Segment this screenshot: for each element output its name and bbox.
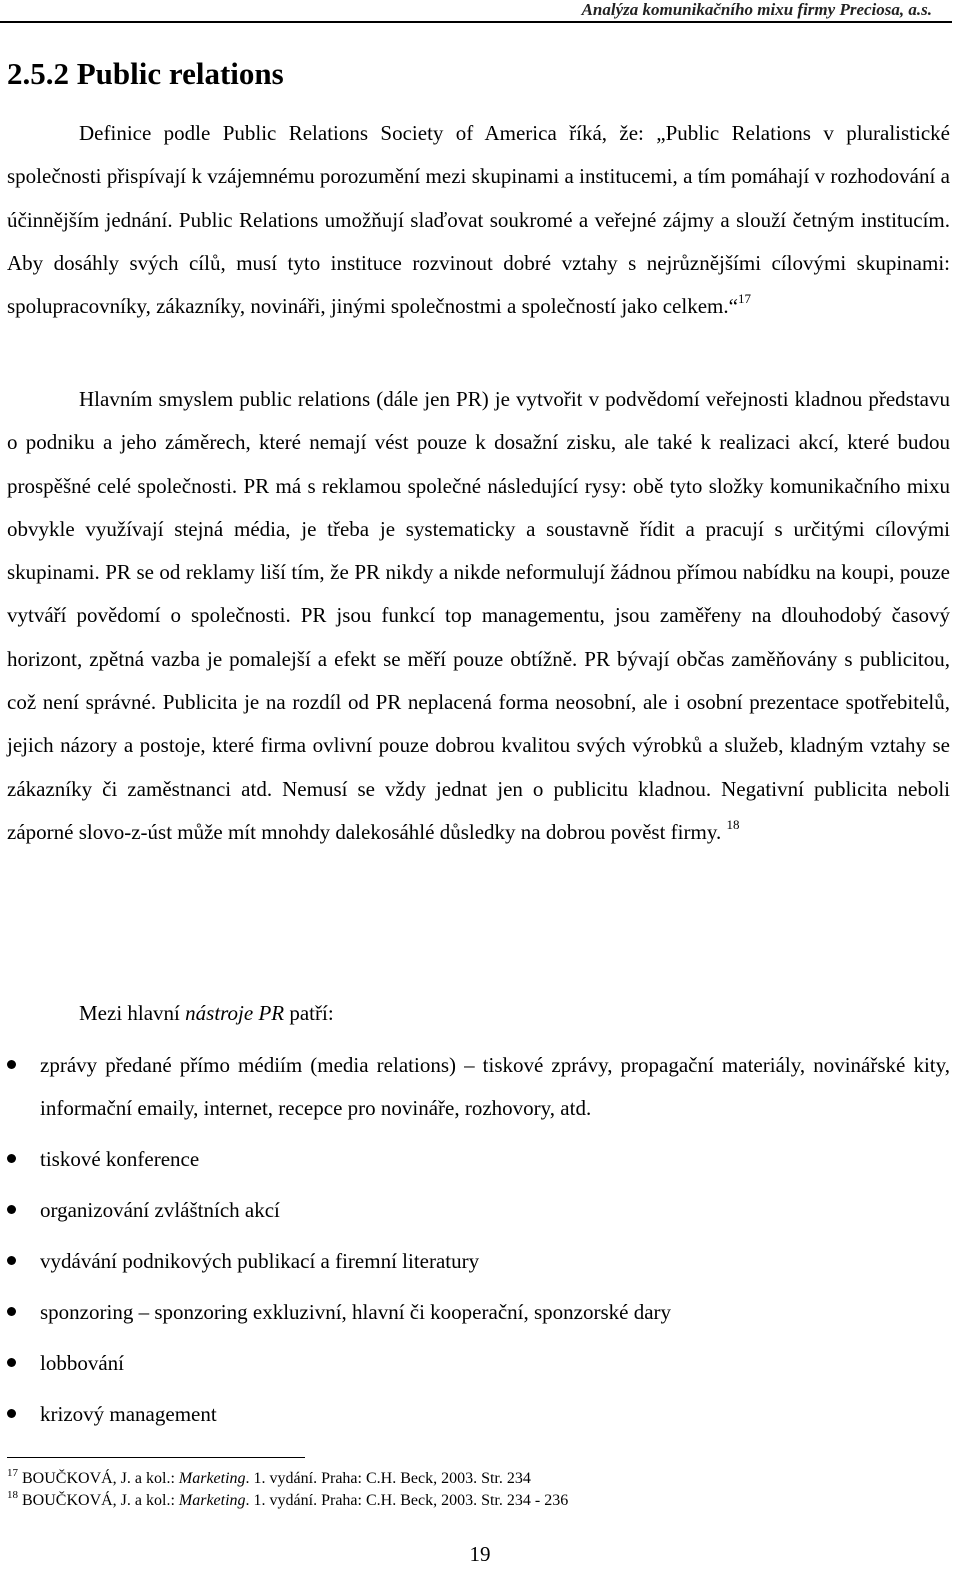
- footnote-reference[interactable]: 17: [737, 291, 751, 307]
- footnote-rule: [7, 1457, 305, 1458]
- footnotes: [7, 1468, 568, 1512]
- footnote-reference[interactable]: 18: [726, 816, 740, 832]
- footnote-author: BOUČKOVÁ, J. a kol.:: [22, 1470, 179, 1487]
- footnote-publication: . 1. vydání. Praha: C.H. Beck, 2003. Str. 234: [245, 1470, 531, 1487]
- footnote: [7, 1468, 568, 1490]
- tools-intro-emphasis: nástroje PR: [185, 1001, 285, 1025]
- list-item: krizový management: [0, 1393, 950, 1436]
- footnote-book-title: Marketing: [178, 1492, 246, 1509]
- paragraph-text: Definice podle Public Relations Society of America říká, že: „Public Relations v pluralistické společnosti přispívají k vzájemnému porozumění mezi skupinami a institucemi, a tím pomáhají v rozhodování a účinnějším jednání. Public Relations umožňují slaďovat soukromé a veřejné zájmy a slouží četným institucím. Aby dosáhly svých cílů, musí tyto instituce rozvinout dobré vztahy s nejrůznějšími cílovými skupinami: spolupracovníky, zákazníky, novináři, jinými společnostmi a společností jako celkem.“: [7, 121, 950, 319]
- tools-intro-after: patří:: [284, 1001, 334, 1025]
- list-item: tiskové konference: [0, 1138, 950, 1181]
- footnote-book-title: Marketing: [178, 1470, 246, 1487]
- tools-list: [0, 1044, 950, 1444]
- list-item: vydávání podnikových publikací a firemní literatury: [0, 1240, 950, 1283]
- paragraph-pr-definition: [7, 112, 950, 328]
- page-number: 19: [469, 1542, 491, 1566]
- header-rule: [0, 21, 952, 23]
- paragraph-text: Hlavním smyslem public relations (dále jen PR) je vytvořit v podvědomí veřejnosti kladnou představu o podniku a jeho záměrech, které nemají vést pouze k dosažní zisku, ale také k realizaci akcí, které budou prospěšné celé společnosti. PR má s reklamou společné následující rysy: obě tyto složky komunikačního mixu obvykle využívají stejná média, je třeba je systematicky a soustavně řídit a pracují s určitými cílovými skupinami. PR se od reklamy liší tím, že PR nikdy a nikde neformulují žádnou přímou nabídku na koupi, pouze vytváří povědomí o společnosti. PR jsou funkcí top managementu, jsou zaměřeny na dlouhodobý časový horizont, zpětná vazba je pomalejší a efekt se měří pouze obtížně. PR bývají občas zaměňovány s publicitou, což není správné. Publicita je na rozdíl od PR neplacená forma neosobní, ale i osobní prezentace spotřebitelů, jejich názory a postoje, které firma ovlivní pouze dobrou kvalitou svých výrobků a služeb, kladným vztahy se zákazníky či zaměstnanci atd. Nemusí se vždy jednat jen o publicitu kladnou. Negativní publicita neboli záporné slovo-z-úst může mít mnohdy dalekosáhlé důsledky na dobrou pověst firmy.: [7, 387, 950, 844]
- list-item: organizování zvláštních akcí: [0, 1189, 950, 1232]
- list-item: lobbování: [0, 1342, 950, 1385]
- tools-intro: [79, 992, 334, 1035]
- footnote-number: 17: [7, 1467, 18, 1479]
- list-item: sponzoring – sponzoring exkluzivní, hlavní či kooperační, sponzorské dary: [0, 1291, 950, 1334]
- footnote-number: 18: [7, 1489, 18, 1501]
- footnote-publication: . 1. vydání. Praha: C.H. Beck, 2003. Str. 234 - 236: [245, 1492, 569, 1509]
- footnote-author: BOUČKOVÁ, J. a kol.:: [22, 1492, 179, 1509]
- paragraph-pr-purpose: [7, 378, 950, 854]
- tools-intro-before: Mezi hlavní: [79, 1001, 186, 1025]
- section-title: 2.5.2 Public relations: [7, 56, 284, 91]
- running-header-title: Analýza komunikačního mixu firmy Preciosa, a.s.: [581, 0, 932, 19]
- footnote: [7, 1490, 568, 1512]
- list-item: zprávy předané přímo médiím (media relations) – tiskové zprávy, propagační materiály, novinářské kity, informační emaily, internet, recepce pro novináře, rozhovory, atd.: [0, 1044, 950, 1130]
